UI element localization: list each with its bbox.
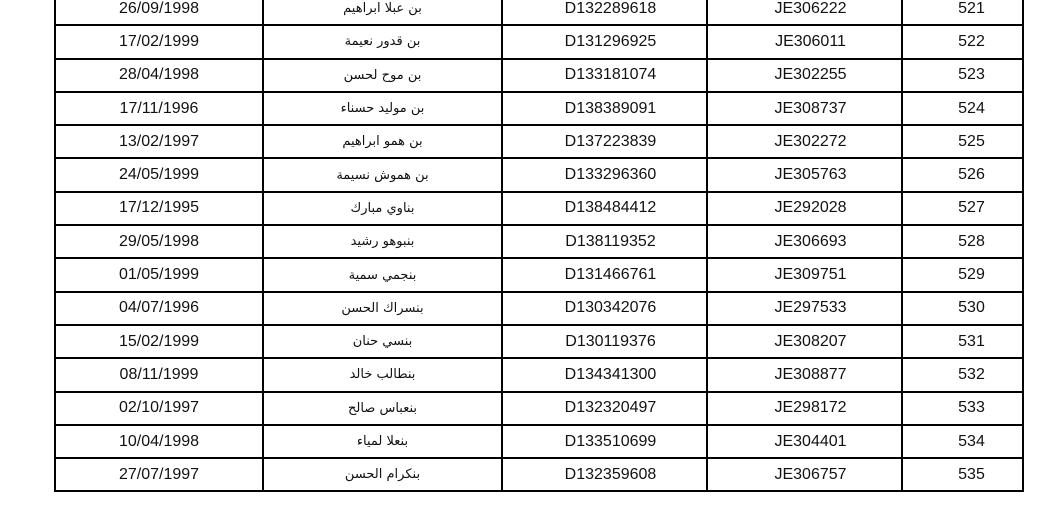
cin-cell: D132320497 bbox=[502, 392, 707, 425]
name-cell: بن موح لحسن bbox=[263, 59, 502, 92]
row-number-cell: 534 bbox=[902, 425, 1023, 458]
row-number-cell: 531 bbox=[902, 325, 1023, 358]
birth-date-cell: 08/11/1999 bbox=[55, 358, 263, 391]
table-row bbox=[55, 158, 1023, 191]
code-cell: JE305763 bbox=[707, 158, 902, 191]
cin-cell: D131466761 bbox=[502, 258, 707, 291]
row-number-cell: 526 bbox=[902, 158, 1023, 191]
table-row bbox=[55, 192, 1023, 225]
cin-cell: D130342076 bbox=[502, 292, 707, 325]
row-number-cell: 523 bbox=[902, 59, 1023, 92]
birth-date-cell: 01/05/1999 bbox=[55, 258, 263, 291]
code-cell: JE308877 bbox=[707, 358, 902, 391]
row-number-cell: 522 bbox=[902, 25, 1023, 58]
row-number-cell: 532 bbox=[902, 358, 1023, 391]
code-cell: JE306693 bbox=[707, 225, 902, 258]
table-row bbox=[55, 292, 1023, 325]
row-number-cell: 527 bbox=[902, 192, 1023, 225]
row-number-cell: 524 bbox=[902, 92, 1023, 125]
row-number-cell: 525 bbox=[902, 125, 1023, 158]
birth-date-cell: 13/02/1997 bbox=[55, 125, 263, 158]
birth-date-cell: 17/11/1996 bbox=[55, 92, 263, 125]
cin-cell: D131296925 bbox=[502, 25, 707, 58]
row-number-cell: 521 bbox=[902, 0, 1023, 25]
table-row bbox=[55, 225, 1023, 258]
table-row bbox=[55, 59, 1023, 92]
name-cell: بنسراك الحسن bbox=[263, 292, 502, 325]
code-cell: JE308207 bbox=[707, 325, 902, 358]
code-cell: JE298172 bbox=[707, 392, 902, 425]
cin-cell: D130119376 bbox=[502, 325, 707, 358]
table-row bbox=[55, 458, 1023, 491]
candidates-table bbox=[54, 0, 1024, 492]
row-number-cell: 535 bbox=[902, 458, 1023, 491]
name-cell: بنبوهو رشيد bbox=[263, 225, 502, 258]
table-row bbox=[55, 358, 1023, 391]
code-cell: JE302272 bbox=[707, 125, 902, 158]
code-cell: JE309751 bbox=[707, 258, 902, 291]
name-cell: بن عبلا ابراهيم bbox=[263, 0, 502, 25]
birth-date-cell: 10/04/1998 bbox=[55, 425, 263, 458]
table-row bbox=[55, 425, 1023, 458]
table-row bbox=[55, 0, 1023, 25]
row-number-cell: 528 bbox=[902, 225, 1023, 258]
code-cell: JE292028 bbox=[707, 192, 902, 225]
birth-date-cell: 26/09/1998 bbox=[55, 0, 263, 25]
name-cell: بن موليد حسناء bbox=[263, 92, 502, 125]
cin-cell: D132359608 bbox=[502, 458, 707, 491]
birth-date-cell: 04/07/1996 bbox=[55, 292, 263, 325]
name-cell: بنكرام الحسن bbox=[263, 458, 502, 491]
name-cell: بناوي مبارك bbox=[263, 192, 502, 225]
name-cell: بن قدور نعيمة bbox=[263, 25, 502, 58]
cin-cell: D133181074 bbox=[502, 59, 707, 92]
cin-cell: D138119352 bbox=[502, 225, 707, 258]
birth-date-cell: 17/12/1995 bbox=[55, 192, 263, 225]
table-row bbox=[55, 392, 1023, 425]
cin-cell: D137223839 bbox=[502, 125, 707, 158]
name-cell: بن هموش نسيمة bbox=[263, 158, 502, 191]
name-cell: بنجمي سمية bbox=[263, 258, 502, 291]
cin-cell: D133510699 bbox=[502, 425, 707, 458]
cin-cell: D134341300 bbox=[502, 358, 707, 391]
table-body bbox=[55, 0, 1023, 491]
row-number-cell: 529 bbox=[902, 258, 1023, 291]
cin-cell: D132289618 bbox=[502, 0, 707, 25]
code-cell: JE306011 bbox=[707, 25, 902, 58]
birth-date-cell: 15/02/1999 bbox=[55, 325, 263, 358]
table-row bbox=[55, 325, 1023, 358]
cin-cell: D138389091 bbox=[502, 92, 707, 125]
birth-date-cell: 02/10/1997 bbox=[55, 392, 263, 425]
name-cell: بنسي حنان bbox=[263, 325, 502, 358]
table-row bbox=[55, 25, 1023, 58]
name-cell: بنعلا لمياء bbox=[263, 425, 502, 458]
table-row bbox=[55, 258, 1023, 291]
name-cell: بنطالب خالد bbox=[263, 358, 502, 391]
name-cell: بن همو ابراهيم bbox=[263, 125, 502, 158]
row-number-cell: 530 bbox=[902, 292, 1023, 325]
birth-date-cell: 28/04/1998 bbox=[55, 59, 263, 92]
code-cell: JE304401 bbox=[707, 425, 902, 458]
birth-date-cell: 29/05/1998 bbox=[55, 225, 263, 258]
code-cell: JE302255 bbox=[707, 59, 902, 92]
row-number-cell: 533 bbox=[902, 392, 1023, 425]
table-row bbox=[55, 92, 1023, 125]
code-cell: JE308737 bbox=[707, 92, 902, 125]
code-cell: JE297533 bbox=[707, 292, 902, 325]
code-cell: JE306222 bbox=[707, 0, 902, 25]
cin-cell: D133296360 bbox=[502, 158, 707, 191]
birth-date-cell: 24/05/1999 bbox=[55, 158, 263, 191]
code-cell: JE306757 bbox=[707, 458, 902, 491]
cin-cell: D138484412 bbox=[502, 192, 707, 225]
name-cell: بنعباس صالح bbox=[263, 392, 502, 425]
birth-date-cell: 27/07/1997 bbox=[55, 458, 263, 491]
birth-date-cell: 17/02/1999 bbox=[55, 25, 263, 58]
table-row bbox=[55, 125, 1023, 158]
